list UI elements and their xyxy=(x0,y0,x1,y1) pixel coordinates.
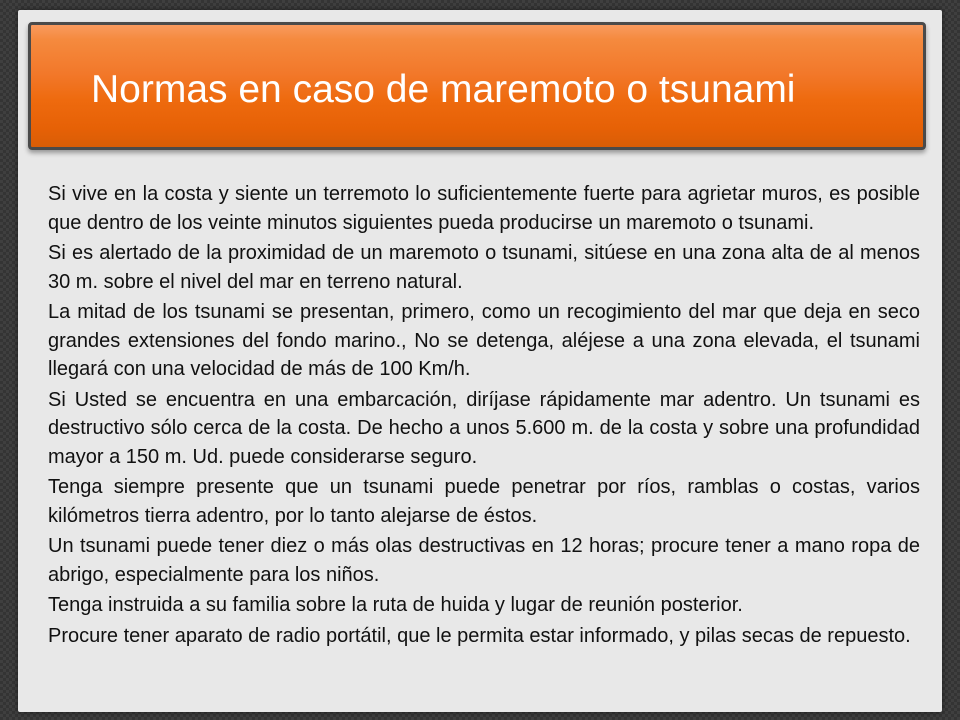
paragraph-6: Un tsunami puede tener diez o más olas destructivas en 12 horas; procure tener a mano ropa de abrigo, especialmente para los niños. xyxy=(48,535,920,586)
paragraph-4: Si Usted se encuentra en una embarcación, diríjase rápidamente mar adentro. Un tsunami es destructivo sólo cerca de la costa. De hecho a unos 5.600 m. de la costa y sobre una profundidad mayor a 150 m. Ud. puede considerarse seguro. xyxy=(48,388,920,468)
slide-title: Normas en caso de maremoto o tsunami xyxy=(91,68,796,111)
paragraph-2: Si es alertado de la proximidad de un maremoto o tsunami, sitúese en una zona alta de al menos 30 m. sobre el nivel del mar en terreno natural. xyxy=(48,242,920,293)
paragraph-8: Procure tener aparato de radio portátil, que le permita estar informado, y pilas secas de repuesto. xyxy=(48,624,911,647)
paragraph-3: La mitad de los tsunami se presentan, primero, como un recogimiento del mar que deja en seco grandes extensiones del fondo marino., No se detenga, aléjese a una zona elevada, el tsunami llegará con una velocidad de más de 100 Km/h. xyxy=(48,301,920,380)
paragraph-7: Tenga instruida a su familia sobre la ruta de huida y lugar de reunión posterior. xyxy=(48,594,743,616)
slide-body xyxy=(48,180,920,652)
paragraph-5: Tenga siempre presente que un tsunami puede penetrar por ríos, ramblas o costas, varios kilómetros tierra adentro, por lo tanto alejarse de éstos. xyxy=(48,476,920,527)
title-bar xyxy=(28,22,926,150)
paragraph-1: Si vive en la costa y siente un terremoto lo suficientemente fuerte para agrietar muros, es posible que dentro de los veinte minutos siguientes pueda producirse un maremoto o tsunami. xyxy=(48,183,920,234)
